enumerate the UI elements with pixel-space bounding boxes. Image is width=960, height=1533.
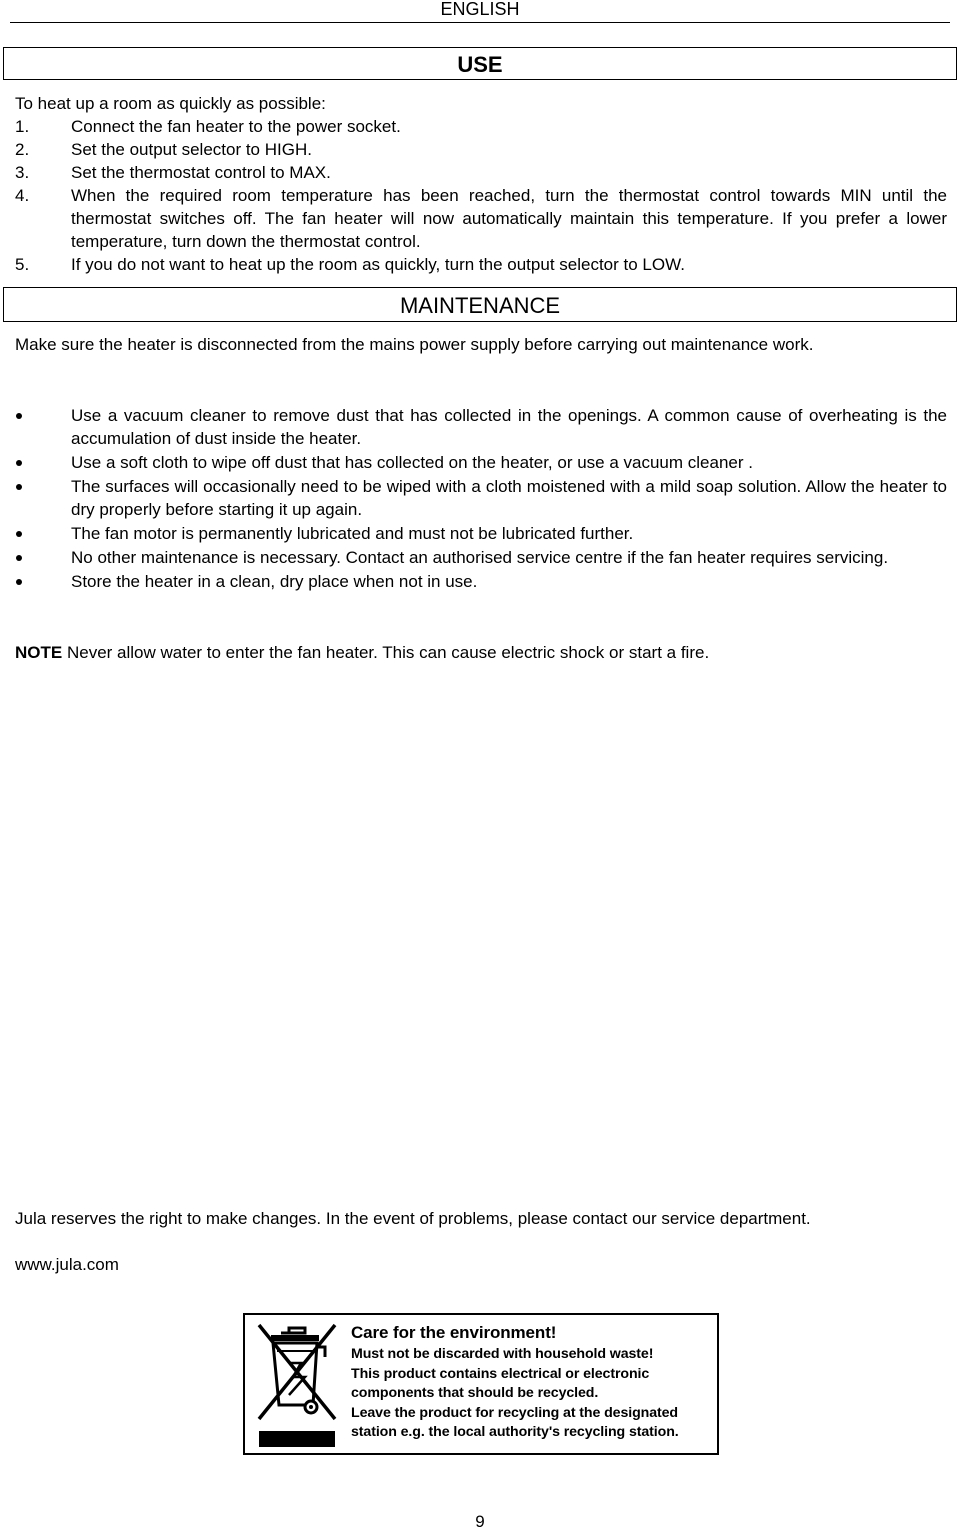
maintenance-bullet <box>15 451 947 474</box>
use-step <box>15 161 947 184</box>
step-number: 4. <box>15 186 30 205</box>
step-number: 5. <box>15 255 30 274</box>
bullet-dot-icon <box>16 531 22 537</box>
crossed-out-wheelie-bin-icon <box>253 1319 341 1447</box>
maintenance-bullet-list <box>15 404 947 594</box>
bullet-text: The surfaces will occasionally need to be wiped with a cloth moistened with a mild soap solution. Allow the heater to dry properly before starting it up again. <box>71 477 947 519</box>
bullet-dot-icon <box>16 555 22 561</box>
use-heading: USE <box>457 52 503 77</box>
bullet-dot-icon <box>16 579 22 585</box>
bullet-text: Use a soft cloth to wipe off dust that has collected on the heater, or use a vacuum cleaner . <box>71 453 753 472</box>
environment-line: components that should be recycled. <box>351 1385 599 1401</box>
page-number: 9 <box>475 1512 485 1531</box>
bullet-text: Use a vacuum cleaner to remove dust that has collected in the openings. A common cause of overheating is the accumulation of dust inside the heater. <box>71 406 947 448</box>
step-text: Connect the fan heater to the power socket. <box>71 117 401 136</box>
maintenance-bullet <box>15 404 947 450</box>
maintenance-heading: MAINTENANCE <box>399 293 561 318</box>
environment-line: Must not be discarded with household waste! <box>351 1346 654 1362</box>
bullet-dot-icon <box>16 413 22 419</box>
bullet-text: The fan motor is permanently lubricated and must not be lubricated further. <box>71 524 634 543</box>
use-step <box>15 115 947 138</box>
environment-text <box>351 1322 679 1443</box>
note-label: NOTE <box>15 643 63 662</box>
environment-title: Care for the environment! <box>351 1323 557 1342</box>
maintenance-bullet <box>15 546 947 569</box>
use-steps-list <box>15 115 947 276</box>
maintenance-bullet <box>15 475 947 521</box>
step-number: 1. <box>15 117 30 136</box>
step-number: 3. <box>15 163 30 182</box>
reserve-rights-text: Jula reserves the right to make changes. In the event of problems, please contact our service department. <box>15 1209 811 1228</box>
step-text: Set the output selector to HIGH. <box>71 140 312 159</box>
maintenance-intro: Make sure the heater is disconnected from the mains power supply before carrying out maintenance work. <box>15 335 814 354</box>
step-text: When the required room temperature has been reached, turn the thermostat control towards MIN until the thermostat switches off. The fan heater will now automatically maintain this temperature. If you prefer a lower temperature, turn down the thermostat control. <box>71 186 947 251</box>
use-intro: To heat up a room as quickly as possible: <box>15 94 326 113</box>
bullet-dot-icon <box>16 460 22 466</box>
use-heading-box <box>3 47 957 80</box>
bullet-text: Store the heater in a clean, dry place when not in use. <box>71 572 478 591</box>
use-step <box>15 184 947 253</box>
environment-line: Leave the product for recycling at the designated <box>351 1404 679 1421</box>
header-divider <box>10 22 950 23</box>
step-number: 2. <box>15 140 30 159</box>
step-text: Set the thermostat control to MAX. <box>71 163 331 182</box>
environment-line: station e.g. the local authority's recycling station. <box>351 1424 679 1440</box>
maintenance-bullet <box>15 522 947 545</box>
header-language: ENGLISH <box>440 0 520 19</box>
note-text: Never allow water to enter the fan heater. This can cause electric shock or start a fire. <box>62 643 710 662</box>
safety-note <box>15 641 709 664</box>
environment-line: This product contains electrical or electronic <box>351 1365 650 1382</box>
maintenance-bullet <box>15 570 947 593</box>
use-step <box>15 138 947 161</box>
environment-notice-box <box>243 1313 719 1455</box>
bullet-text: No other maintenance is necessary. Contact an authorised service centre if the fan heater requires servicing. <box>71 548 889 567</box>
use-step <box>15 253 947 276</box>
maintenance-heading-box <box>3 287 957 322</box>
bullet-dot-icon <box>16 484 22 490</box>
step-text: If you do not want to heat up the room as quickly, turn the output selector to LOW. <box>71 255 685 274</box>
website-link[interactable]: www.jula.com <box>15 1255 119 1274</box>
